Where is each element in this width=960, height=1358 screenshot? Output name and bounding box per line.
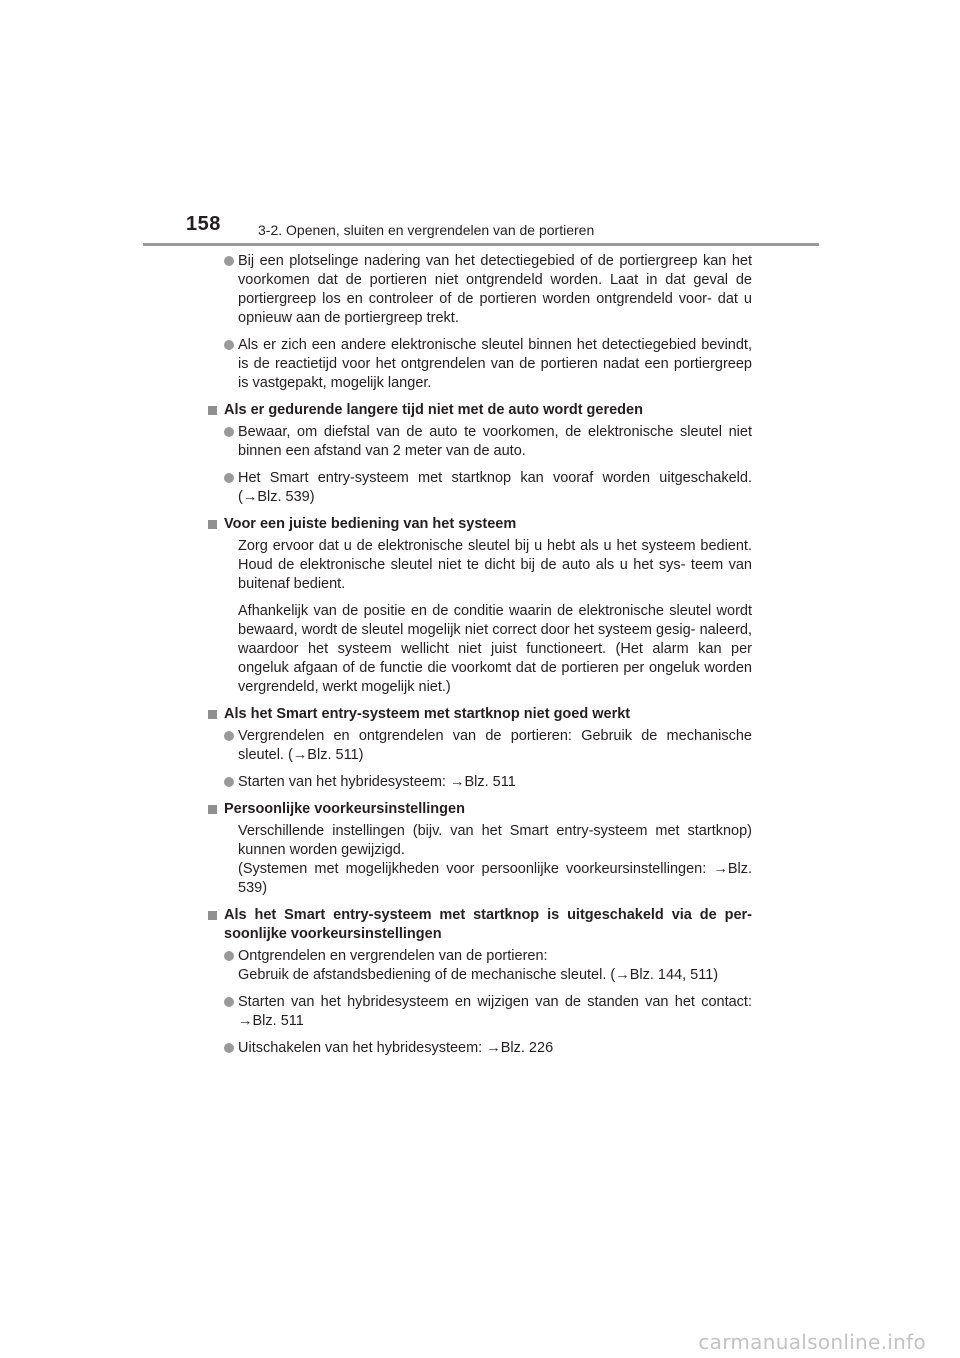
para-text: Zorg ervoor dat u de elektronische sleutel bij u hebt als u het systeem bedient. Houd de elektronische sleutel niet te dicht bij de auto als u het sys- teem van buitenaf bedient.	[238, 538, 752, 592]
heading-square-icon	[208, 710, 217, 719]
heading-square-icon	[208, 520, 217, 529]
bullet-dot-icon	[224, 340, 234, 350]
paragraph	[208, 602, 752, 697]
bullet-dot-icon	[224, 777, 234, 787]
bullet-dot-icon	[224, 1043, 234, 1053]
bullet-text: Als er zich een andere elektronische sleutel binnen het detectiegebied bevindt, is de reactietijd voor het ontgrendelen van de portieren nadat een portiergreep is vastgepakt, mogelijk langer.	[238, 337, 752, 391]
bullet-dot-icon	[224, 997, 234, 1007]
page-content	[208, 252, 752, 1066]
para-text: Verschillende instellingen (bijv. van het Smart entry-systeem met startknop) kunnen worden gewijzigd. (Systemen met mogelijkheden voor persoonlijke voorkeursinstellingen: →Blz. 539)	[238, 823, 752, 896]
bullet-item	[208, 773, 752, 792]
section-heading	[208, 800, 752, 819]
para-text: Afhankelijk van de positie en de conditie waarin de elektronische sleutel wordt bewaard, wordt de sleutel mogelijk niet correct door het systeem gesig- naleerd, waardoor het systeem wellicht niet juist functioneert. (Het alarm kan per ongeluk afgaan of de functie die voorkomt dat de portieren per ongeluk worden vergrendeld, werkt mogelijk niet.)	[238, 603, 752, 695]
header-rule	[143, 243, 819, 246]
bullet-text: Uitschakelen van het hybridesysteem: →Blz. 226	[238, 1040, 554, 1056]
bullet-text: Het Smart entry-systeem met startknop kan vooraf worden uitgeschakeld. (→Blz. 539)	[238, 470, 752, 505]
bullet-dot-icon	[224, 951, 234, 961]
heading-square-icon	[208, 406, 217, 415]
bullet-item	[208, 1039, 752, 1058]
heading-square-icon	[208, 911, 217, 920]
bullet-item	[208, 469, 752, 507]
heading-square-icon	[208, 805, 217, 814]
heading-text: Persoonlijke voorkeursinstellingen	[224, 801, 465, 817]
heading-text: Als er gedurende langere tijd niet met de auto wordt gereden	[224, 402, 643, 418]
section-heading	[208, 515, 752, 534]
heading-text: Als het Smart entry-systeem met startknop is uitgeschakeld via de per- soonlijke voorkeursinstellingen	[224, 907, 752, 942]
section-heading	[208, 401, 752, 420]
bullet-item	[208, 993, 752, 1031]
bullet-dot-icon	[224, 427, 234, 437]
bullet-dot-icon	[224, 473, 234, 483]
section-title: 3-2. Openen, sluiten en vergrendelen van de portieren	[258, 222, 595, 238]
paragraph	[208, 537, 752, 594]
bullet-text: Vergrendelen en ontgrendelen van de portieren: Gebruik de mechanische sleutel. (→Blz. 511)	[238, 728, 752, 763]
section-heading	[208, 705, 752, 724]
bullet-item	[208, 727, 752, 765]
bullet-text: Bij een plotselinge nadering van het detectiegebied of de portiergreep kan het voorkomen dat de portieren niet ontgrendeld worden. Laat in dat geval de portiergreep los en controleer of de portieren worden ontgrendeld voor- dat u opnieuw aan de portiergreep trekt.	[238, 253, 752, 326]
bullet-item	[208, 947, 752, 985]
bullet-text: Ontgrendelen en vergrendelen van de portieren: Gebruik de afstandsbediening of de mechanische sleutel. (→Blz. 144, 511)	[238, 948, 719, 983]
bullet-item	[208, 423, 752, 461]
bullet-dot-icon	[224, 731, 234, 741]
section-heading	[208, 906, 752, 944]
heading-text: Als het Smart entry-systeem met startknop niet goed werkt	[224, 706, 631, 722]
watermark: carmanualsonline.info	[698, 1330, 926, 1354]
bullet-dot-icon	[224, 256, 234, 266]
bullet-text: Bewaar, om diefstal van de auto te voorkomen, de elektronische sleutel niet binnen een afstand van 2 meter van de auto.	[238, 424, 752, 459]
page-number: 158	[186, 213, 221, 235]
bullet-item	[208, 336, 752, 393]
bullet-text: Starten van het hybridesysteem en wijzigen van de standen van het contact: →Blz. 511	[238, 994, 752, 1029]
paragraph	[208, 822, 752, 898]
heading-text: Voor een juiste bediening van het systeem	[224, 516, 517, 532]
bullet-item	[208, 252, 752, 328]
bullet-text: Starten van het hybridesysteem: →Blz. 511	[238, 774, 516, 790]
